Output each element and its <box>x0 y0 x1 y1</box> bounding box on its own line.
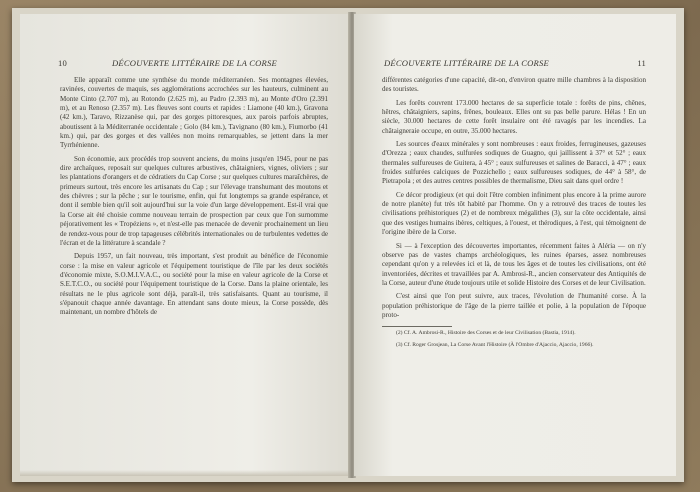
paragraph: Les sources d'eaux minérales y sont nombreuses : eaux froides, ferrugineuses, gazeuses d'Orezza ; eaux chaudes, sulfurées sodiques de Guagno, qui jaillissent à 37° et 52° ; eaux thermales sulfureuses de Guitera, à 45° ; eaux sulfureuses et salines de Baracci, à 47° ; eaux froides sulfurées calciques de Pozzichello ; eaux sulfureuses sodiques, de 44° à 58°, de Pietrapola ; et des autres centres possibles de thermalisme, Dieu sait dans quel ordre ! <box>382 140 646 186</box>
open-book <box>12 8 684 482</box>
left-page-header <box>20 58 350 72</box>
right-page-header <box>354 58 676 72</box>
paragraph: Les forêts couvrent 173.000 hectares de sa superficie totale : forêts de pins, chênes, hêtres, châtaigniers, sapins, frênes, bouleaux. Elles ont su pas belle parure. Hélas ! En un siècle, 30.000 hectares de cette forêt insulaire ont été ravagés par les incendies. La châtaigneraie occupe, en outre, 35.000 hectares. <box>382 98 646 135</box>
right-page-number: 11 <box>637 58 646 68</box>
right-page <box>354 14 676 476</box>
left-page <box>20 14 350 476</box>
footnote: (2) Cf. A. Ambrosi-R., Histoire des Corses et de leur Civilisation (Bastia, 1914). <box>396 330 576 337</box>
page-edge-wear <box>20 470 350 476</box>
left-page-body <box>60 76 328 322</box>
paragraph: différentes catégories d'une capacité, dit-on, d'environ quatre mille chambres à la disposition des touristes. <box>382 76 646 94</box>
right-running-title: DÉCOUVERTE LITTÉRAIRE DE LA CORSE <box>384 58 549 68</box>
left-page-number: 10 <box>58 58 67 68</box>
footnote: (3) Cf. Roger Grosjean, La Corse Avant l'Histoire (À l'Ombre d'Ajaccio, Ajaccio, 1966). <box>396 341 594 348</box>
paragraph: Ce décor prodigieux (et qui doit l'être combien infiniment plus encore à la prime aurore de notre planète) fut très tôt habité par l'homme. On y a retrouvé des traces de toutes les civilisations préhistoriques (2) et de nombreux mégalithes (3), sur la côte occidentale, ainsi que des vestiges humains ibères, celtiques, à l'ouest, et thérodiques, à l'est, qui témoignent de l'origine ibère de la Corse. <box>382 190 646 237</box>
paragraph: Si — à l'exception des découvertes importantes, récemment faites à Aléria — on n'y observe pas de vastes champs archéologiques, les ruines éparses, assez nombreuses cependant qu'on y a relevées ici et là, de tous les âges et de toutes les civilisations, ont été inventoriées, décrites et travaillées par A. Ambrosi-R., ancien conservateur des Antiquités de la Corse, auteur d'une étude toujours utile et solide Histoire des Corses et de leur Civilisation. <box>382 241 646 287</box>
right-page-body <box>382 76 646 353</box>
footnote-separator <box>382 326 452 327</box>
paragraph: Depuis 1957, un fait nouveau, très important, s'est produit au bénéfice de l'économie corse : la mise en valeur agricole et l'équipement touristique de l'île par les deux sociétés d'économie mixte, S.O.M.I.V.A.C., ou société pour la mise en valeur agricole de la Corse et S.E.T.C.O., ou société pour l'équipement touristique de la Corse. Dans la plaine orientale, les résultats ne le plus agricole sont déjà, paraît-il, très satisfaisants. Quant au tourisme, il s'épanouit chaque année davantage. En attendant sans doute mieux, la Corse possède, dès maintenant, un nombre d'hôtels de <box>60 252 328 317</box>
paragraph: Son économie, aux procédés trop souvent anciens, du moins jusqu'en 1945, pour ne pas dire archaïques, reposait sur quelques cultures arbustives, châtaigniers, vignes, oliviers ; sur les plantations d'orangers et de cédratiers du Cap Corse ; sur quelques cultures maraîchères, de primeurs surtout, très encore les artisanats du Cap ; sur l'élevage transhumant des moutons et des chèvres ; sur la pêche ; sur le tourisme, enfin, qui fut longtemps sa grande espérance, et dont il semble bien qu'il soit aujourd'hui sur la voie d'un large développement. Est-il vrai que la Corse ait été choisie comme nouveau terrain de prospection par ceux que l'on surnomme péjorativement les « Tropéziens », et n'est-elle pas menacée de devenir prochainement un lieu de rendez-vous pour de trop tapageuses célébrités internationales ou de turbulentes vedettes de l'écran et de la littérature à scandale ? <box>60 154 328 247</box>
paragraph: Elle apparaît comme une synthèse du monde méditerranéen. Ses montagnes élevées, ravinées, couvertes de maquis, ses agglomérations accrochées sur les hauteurs, culminent au Monte Cinto (2.707 m), au Rotondo (2.625 m), au Padro (2.393 m), au Monte d'Oro (2.391 m), et au Renoso (2.357 m). Les fleuves sont courts et rapides : Liamone (40 km.), Gravona (42 km.), Taravo, Rizzanèse qui, par des gorges pittoresques, aux parois parfois abruptes, aboutissent à la Méditerranée occidentale ; Golo (84 km.), Tavignano (80 km.), Fiumorbo (41 km.) qui, par des gorges et des vallées non moins remarquables, se jettent dans la mer Tyrrhénienne. <box>60 76 328 150</box>
paragraph: C'est ainsi que l'on peut suivre, aux traces, l'évolution de l'humanité corse. À la population préhistorique de l'âge de la pierre taillée et polie, à la population de l'époque proto- <box>382 292 646 319</box>
left-running-title: DÉCOUVERTE LITTÉRAIRE DE LA CORSE <box>112 58 277 68</box>
